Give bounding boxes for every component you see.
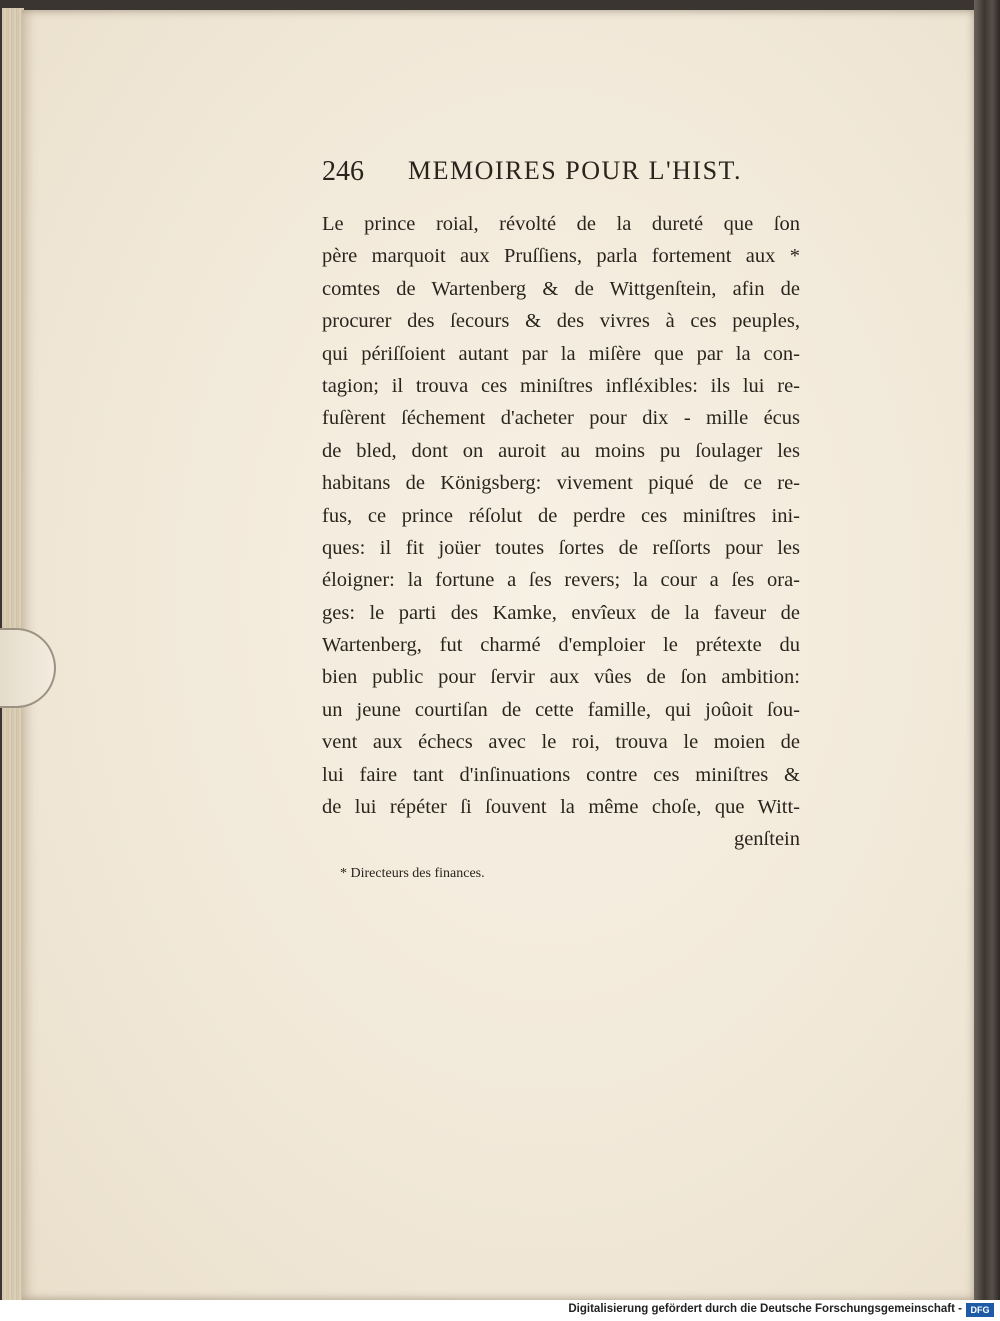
text-line: vent aux échecs avec le roi, trouva le moien de [322,731,800,754]
text-line: éloigner: la fortune a ſes revers; la cour a ſes ora- [322,569,800,592]
page-header [320,152,800,196]
text-line: habitans de Königsberg: vivement piqué de ce re- [322,472,800,495]
text-line: bien public pour ſervir aux vûes de ſon ambition: [322,666,800,689]
text-line: Le prince roial, révolté de la dureté que ſon [322,213,800,235]
text-line: fuſèrent ſéchement d'acheter pour dix - mille écus [322,407,800,430]
body-text [322,208,800,856]
text-line: procurer des ſecours & des vivres à ces peuples, [322,310,800,333]
text-line: lui faire tant d'inſinuations contre ces miniſtres & [322,763,800,786]
text-line: comtes de Wartenberg & de Wittgenſtein, afin de [322,277,800,300]
dfg-logo-icon: DFG [966,1303,994,1317]
footer-bar [0,1300,1000,1321]
book-spine [974,0,1000,1300]
text-line: un jeune courtiſan de cette famille, qui joûoit ſou- [322,698,800,721]
text-line: genſtein [733,828,800,851]
text-line: de lui répéter ſi ſouvent la même choſe, que Witt- [322,796,800,819]
running-head: MEMOIRES POUR L'HIST. [408,156,743,185]
text-line: qui périſſoient autant par la miſère que par la con- [322,342,800,365]
footnote: * Directeurs des finances. [340,866,485,881]
page-number: 246 [322,156,364,187]
digitization-credit: Digitalisierung gefördert durch die Deutsche Forschungsgemeinschaft - [568,1303,962,1315]
text-line: ques: il fit joüer toutes ſortes de reſſorts pour les [322,536,800,559]
text-line: fus, ce prince réſolut de perdre ces miniſtres ini- [322,504,800,527]
text-line: Wartenberg, fut charmé d'emploier le prétexte du [322,634,800,657]
text-line: de bled, dont on auroit au moins pu ſoulager les [322,439,800,462]
text-line: père marquoit aux Pruſſiens, parla fortement aux * [322,245,800,268]
text-line: tagion; il trouva ces miniſtres infléxibles: ils lui re- [322,374,800,397]
text-line: ges: le parti des Kamke, envîeux de la faveur de [322,601,800,624]
